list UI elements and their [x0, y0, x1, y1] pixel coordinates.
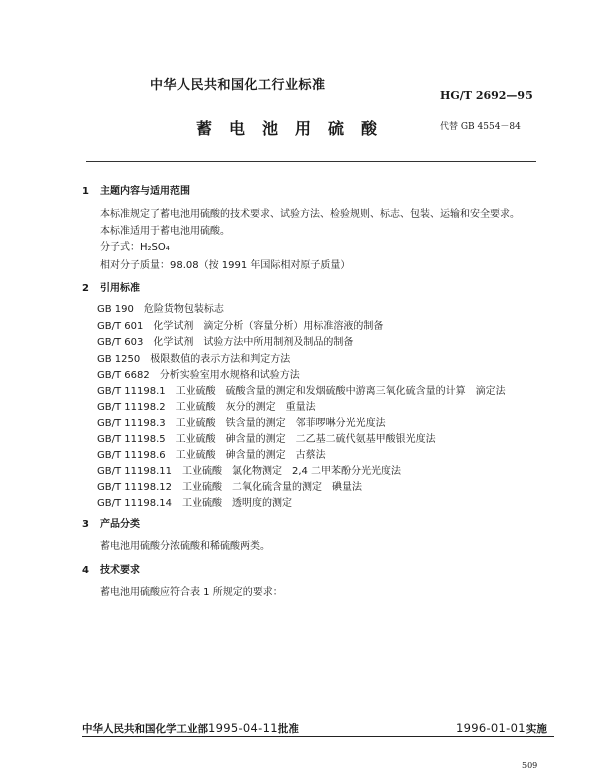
section-title: 产品分类: [100, 519, 140, 530]
reference-item: GB/T 11198.3 工业硫酸 铁含量的测定 邻菲啰啉分光光度法: [97, 418, 386, 429]
molecular-formula: 分子式：H₂SO₄: [100, 242, 170, 253]
section-1-line: 本标准适用于蓄电池用硫酸。: [100, 226, 230, 237]
section-number: 1: [82, 186, 89, 197]
section-title: 主题内容与适用范围: [100, 186, 190, 197]
reference-item: GB 1250 极限数值的表示方法和判定方法: [97, 354, 291, 365]
effective-statement: [456, 721, 547, 736]
approval-date: 1995-04-11: [208, 721, 278, 735]
section-4-heading: [82, 561, 140, 576]
section-title: 技术要求: [100, 565, 140, 576]
reference-item: GB/T 603 化学试剂 试验方法中所用制剂及制品的制备: [97, 337, 354, 348]
reference-item: GB/T 601 化学试剂 滴定分析（容量分析）用标准溶液的制备: [97, 321, 384, 332]
reference-item: GB/T 11198.5 工业硫酸 砷含量的测定 二乙基二硫代氨基甲酸银光度法: [97, 434, 436, 445]
reference-item: GB 190 危险货物包装标志: [97, 304, 224, 315]
section-number: 3: [82, 519, 89, 530]
molecular-weight: 相对分子质量：98.08（按 1991 年国际相对原子质量）: [100, 260, 351, 271]
approval-statement: [82, 721, 299, 736]
reference-item: GB/T 11198.12 工业硫酸 二氧化硫含量的测定 碘量法: [97, 482, 362, 493]
section-title: 引用标准: [100, 283, 140, 294]
reference-item: GB/T 11198.14 工业硫酸 透明度的测定: [97, 498, 292, 509]
reference-item: GB/T 11198.1 工业硫酸 硫酸含量的测定和发烟硫酸中游离三氧化硫含量的计算 滴定法: [97, 386, 506, 397]
section-4-line: 蓄电池用硫酸应符合表 1 所规定的要求：: [100, 587, 283, 598]
section-1-line: 本标准规定了蓄电池用硫酸的技术要求、试验方法、检验规则、标志、包装、运输和安全要求。: [100, 209, 520, 220]
issuing-organization: 中华人民共和国化工行业标准: [150, 78, 326, 93]
section-1-heading: [82, 182, 190, 197]
standard-code: HG/T 2692—95: [440, 89, 533, 102]
document-title: 蓄电池用硫酸: [196, 119, 395, 138]
replaces-note: 代替 GB 4554－84: [440, 122, 521, 132]
approving-authority: 中华人民共和国化学工业部: [82, 723, 208, 735]
effective-date: 1996-01-01: [456, 721, 526, 735]
approval-word: 批准: [277, 723, 299, 735]
footer-divider: [82, 736, 554, 737]
header-divider: [86, 161, 536, 162]
reference-item: GB/T 11198.6 工业硫酸 砷含量的测定 古蔡法: [97, 450, 326, 461]
section-3-line: 蓄电池用硫酸分浓硫酸和稀硫酸两类。: [100, 541, 270, 552]
effective-word: 实施: [525, 723, 547, 735]
section-3-heading: [82, 515, 140, 530]
page-number: 509: [522, 761, 538, 770]
section-number: 2: [82, 283, 89, 294]
section-2-heading: [82, 279, 140, 294]
section-number: 4: [82, 565, 89, 576]
reference-item: GB/T 11198.2 工业硫酸 灰分的测定 重量法: [97, 402, 316, 413]
reference-item: GB/T 11198.11 工业硫酸 氯化物测定 2,4 二甲苯酚分光光度法: [97, 466, 402, 477]
reference-item: GB/T 6682 分析实验室用水规格和试验方法: [97, 370, 300, 381]
